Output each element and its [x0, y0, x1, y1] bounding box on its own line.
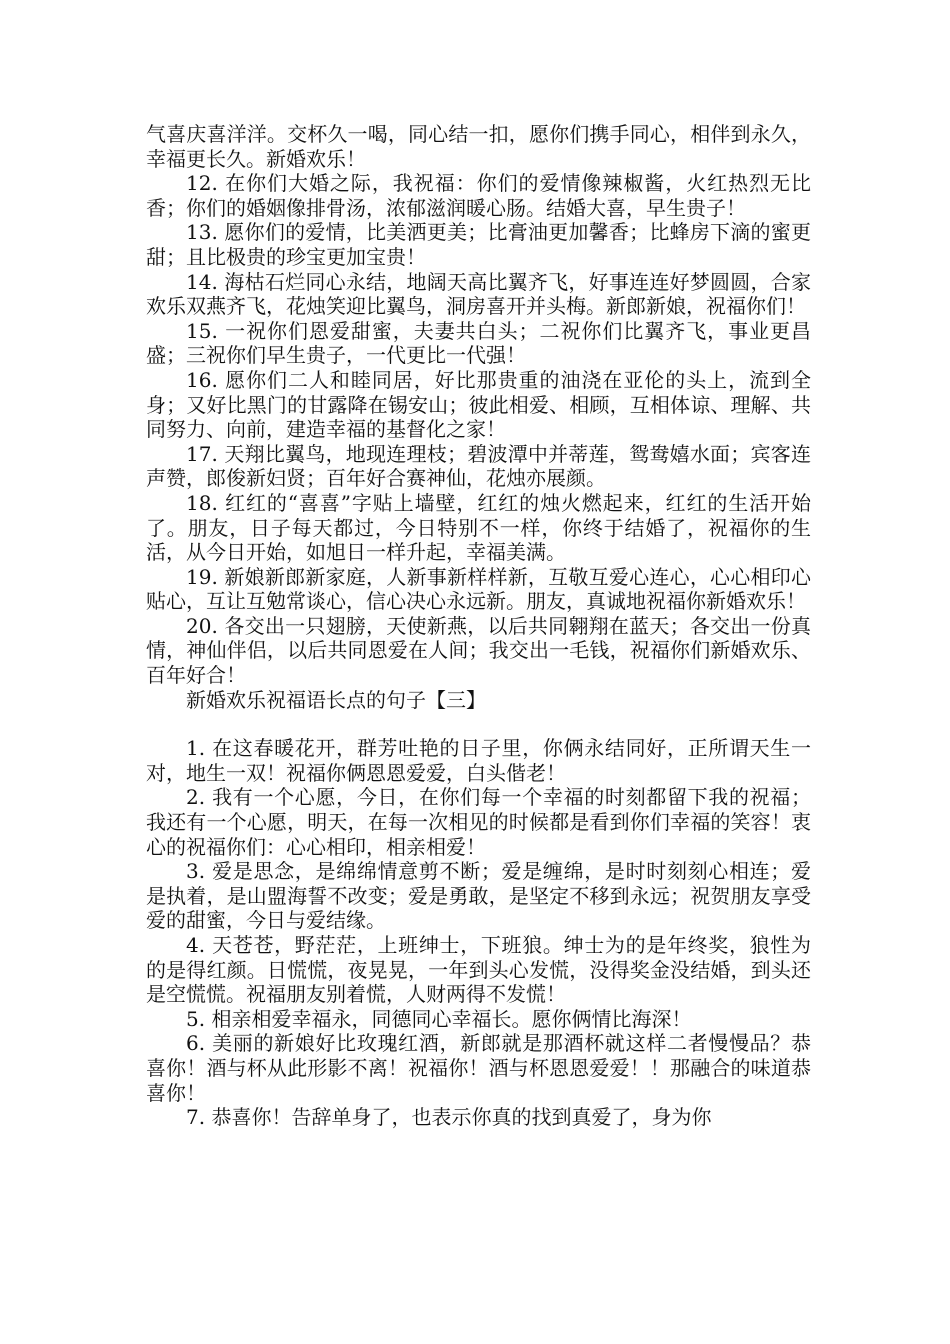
paragraph-item-20: 20. 各交出一只翅膀，天使新燕，以后共同翱翔在蓝天；各交出一份真情，神仙伴侣，以后共同恩爱在人间；我交出一毛钱，祝福你们新婚欢乐、百年好合！ — [146, 613, 811, 688]
paragraph-item-3: 3. 爱是思念，是绵绵情意剪不断；爱是缠绵，是时时刻刻心相连；爱是执着，是山盟海誓不改变；爱是勇敢，是坚定不移到永远；祝贺朋友享受爱的甜蜜，今日与爱结缘。 — [146, 859, 811, 933]
paragraph-item-6: 6. 美丽的新娘好比玫瑰红酒，新郎就是那酒杯就这样二者慢慢品？恭喜你！酒与杯从此形影不离！祝福你！酒与杯恩恩爱爱！！那融合的味道恭喜你！ — [146, 1031, 811, 1105]
paragraph-item-7: 7. 恭喜你！告辞单身了，也表示你真的找到真爱了，身为你 — [186, 1105, 712, 1130]
paragraph-item-5: 5. 相亲相爱幸福永，同德同心幸福长。愿你俩情比海深！ — [186, 1006, 692, 1031]
paragraph: 气喜庆喜洋洋。交杯久一喝，同心结一扣，愿你们携手同心，相伴到永久，幸福更长久。新婚欢乐！ — [146, 122, 811, 171]
paragraph-item-12: 12. 在你们大婚之际，我祝福：你们的爱情像辣椒酱，火红热烈无比香；你们的婚姻像排骨汤，浓郁滋润暖心肠。结婚大喜，早生贵子！ — [146, 171, 811, 220]
paragraph-item-18: 18. 红红的“喜喜”字贴上墙壁，红红的烛火燃起来，红红的生活开始了。朋友，日子每天都过，今日特别不一样，你终于结婚了，祝福你的生活，从今日开始，如旭日一样升起，幸福美满。 — [146, 490, 811, 565]
paragraph-item-14: 14. 海枯石烂同心永结，地阔天高比翼齐飞，好事连连好梦圆圆，合家欢乐双燕齐飞，花烛笑迎比翼鸟，洞房喜开并头梅。新郎新娘，祝福你们！ — [146, 269, 811, 319]
paragraph-item-15: 15. 一祝你们恩爱甜蜜，夫妻共白头；二祝你们比翼齐飞，事业更昌盛；三祝你们早生贵子，一代更比一代强！ — [146, 318, 811, 368]
paragraph-item-4: 4. 天苍苍，野茫茫，上班绅士，下班狼。绅士为的是年终奖，狼性为的是得红颜。日慌慌，夜晃晃，一年到头心发慌，没得奖金没结婚，到头还是空慌慌。祝福朋友别着慌，人财两得不发慌！ — [146, 933, 811, 1007]
paragraph-item-1: 1. 在这春暖花开，群芳吐艳的日子里，你俩永结同好，正所谓天生一对，地生一双！祝福你俩恩恩爱爱，白头偕老！ — [146, 736, 811, 785]
paragraph-item-17: 17. 天翔比翼鸟，地现连理枝；碧波潭中并蒂莲，鸳鸯嬉水面；宾客连声赞，郎俊新妇贤；百年好合赛神仙，花烛亦展颜。 — [146, 441, 811, 491]
paragraph-item-2: 2. 我有一个心愿，今日，在你们每一个幸福的时刻都留下我的祝福；我还有一个心愿，明天，在每一次相见的时候都是看到你们幸福的笑容！衷心的祝福你们：心心相印，相亲相爱！ — [146, 785, 811, 859]
document-body — [146, 122, 811, 1130]
section-heading: 新婚欢乐祝福语长点的句子【三】 — [186, 687, 486, 712]
paragraph-item-13: 13. 愿你们的爱情，比美洒更美；比膏油更加馨香；比蜂房下滴的蜜更甜；且比极贵的珍宝更加宝贵！ — [146, 220, 811, 269]
paragraph-item-19: 19. 新娘新郎新家庭，人新事新样样新，互敬互爱心连心，心心相印心贴心，互让互勉常谈心，信心决心永远新。朋友，真诚地祝福你新婚欢乐！ — [146, 564, 811, 614]
paragraph-item-16: 16. 愿你们二人和睦同居，好比那贵重的油浇在亚伦的头上，流到全身；又好比黑门的甘露降在锡安山；彼此相爱、相顾，互相体谅、理解、共同努力、向前，建造幸福的基督化之家！ — [146, 367, 811, 442]
